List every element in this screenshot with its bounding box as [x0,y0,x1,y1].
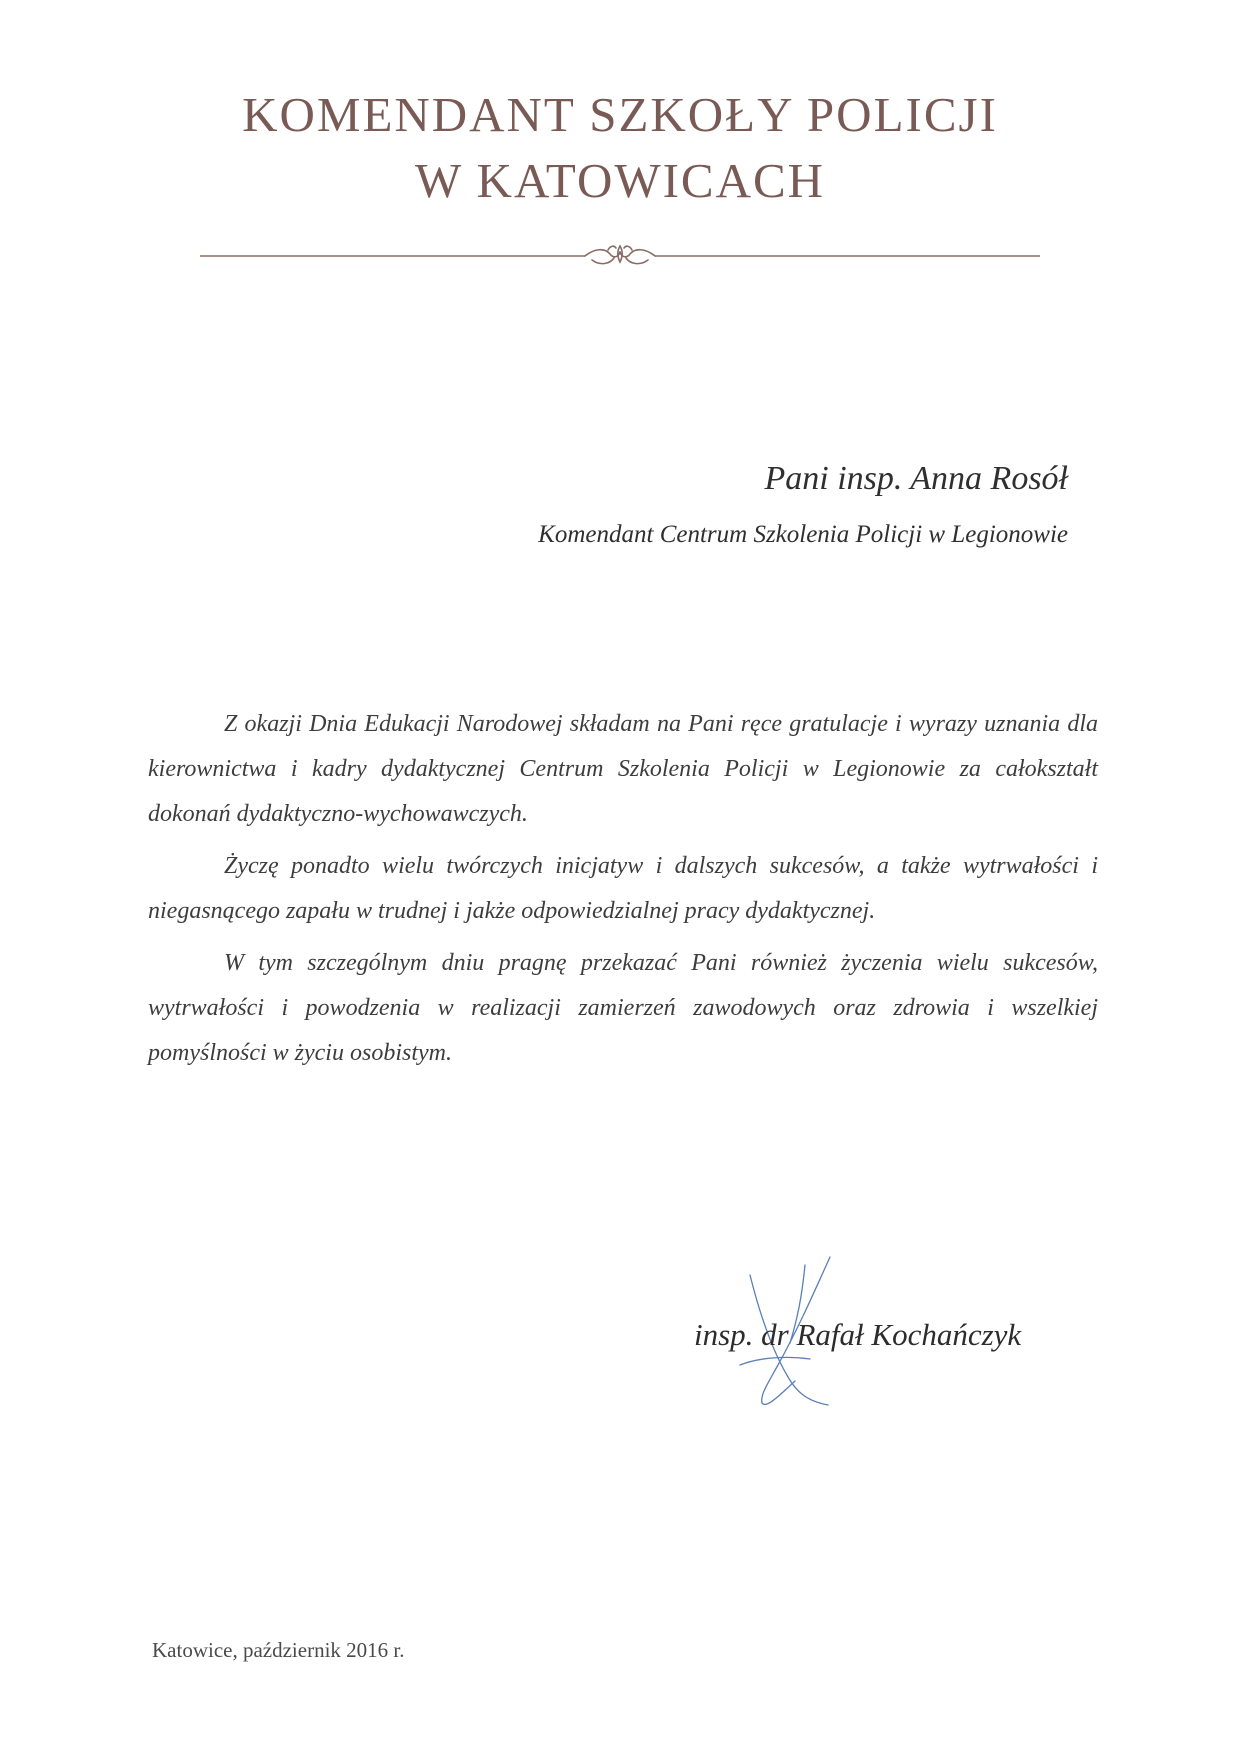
letterhead-title-line-1: KOMENDANT SZKOŁY POLICJI [242,87,998,142]
signatory-name: insp. dr Rafał Kochańczyk [694,1317,1022,1352]
place-and-date: Katowice, październik 2016 r. [152,1638,405,1662]
addressee-name: Pani insp. Anna Rosół [764,460,1068,497]
flourish-ornament-icon [200,242,1040,270]
letter-body [148,702,1098,1083]
addressee-block [538,455,1068,559]
letterhead [0,82,1240,214]
body-paragraph: Życzę ponadto wielu twórczych inicjatyw i dalszych sukcesów, a także wytrwałości i niegasnącego zapału w trudnej i jakże odpowiedzialnej pracy dydaktycznej. [148,853,1098,924]
letterhead-title-line-2: W KATOWICACH [414,153,826,208]
body-paragraph: W tym szczególnym dniu pragnę przekazać Pani również życzenia wielu sukcesów, wytrwałości i powodzenia w realizacji zamierzeń zawodowych oraz zdrowia i wszelkiej pomyślności w życiu osobistym. [148,950,1098,1066]
signature-block [690,1255,1110,1415]
addressee-role: Komendant Centrum Szkolenia Policji w Legionowie [538,521,1068,548]
body-paragraph: Z okazji Dnia Edukacji Narodowej składam na Pani ręce gratulacje i wyrazy uznania dla kierownictwa i kadry dydaktycznej Centrum Szkolenia Policji w Legionowie za całokształt dokonań dydaktyczno-wychowawczych. [148,711,1098,827]
